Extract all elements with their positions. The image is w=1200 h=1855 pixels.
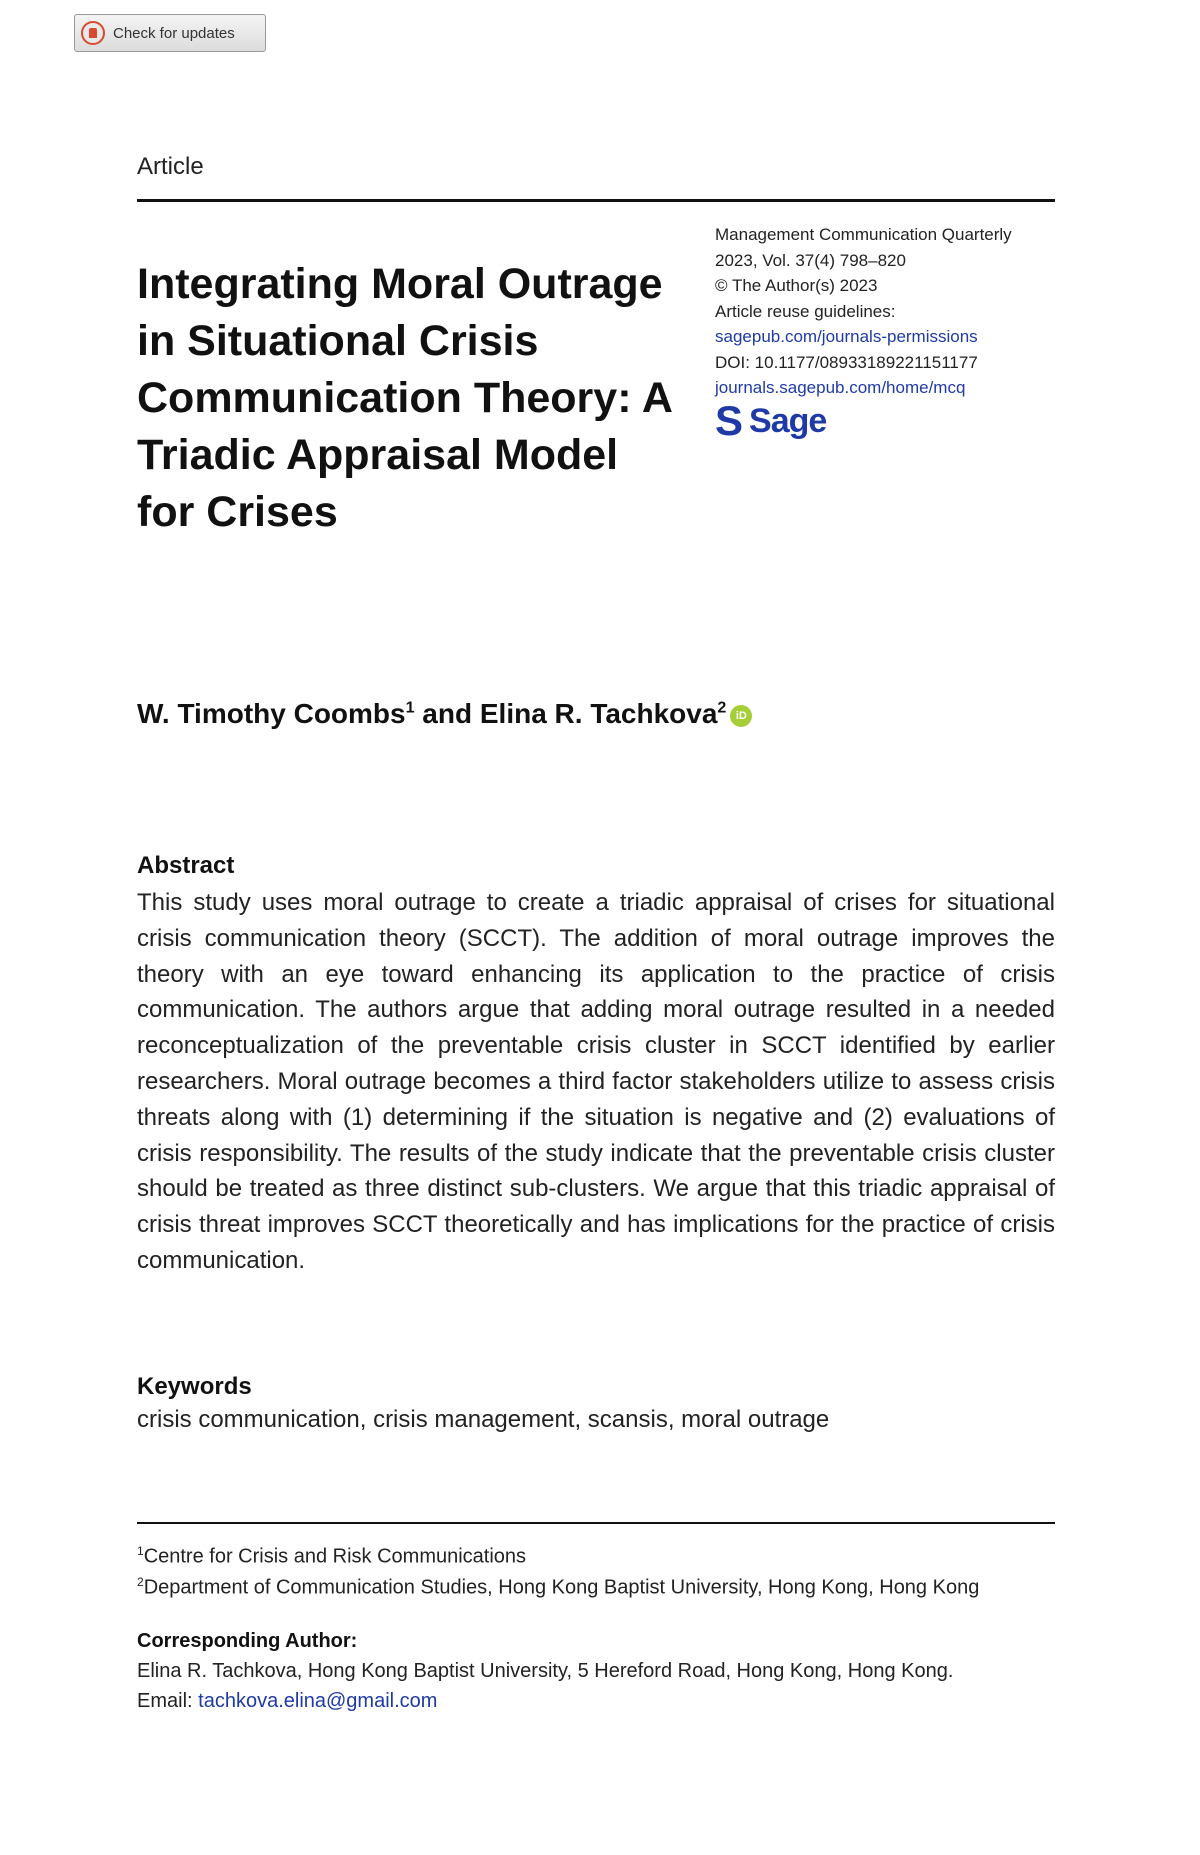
abstract-text: This study uses moral outrage to create a triadic appraisal of crises for situational crisis communication theory (SCCT). The addition of moral outrage improves the theory with an eye toward enhancing its application to the practice of crisis communication. The authors argue that adding moral outrage resulted in a needed reconceptualization of the preventable crisis cluster in SCCT identified by earlier researchers. Moral outrage becomes a third factor stakeholders utilize to assess crisis threats along with (1) determining if the situation is negative and (2) evaluations of crisis responsibility. The results of the study indicate that the preventable crisis cluster should be treated as three distinct sub-clusters. We argue that this triadic appraisal of crisis threat improves SCCT theoretically and has implications for the practice of crisis communication.	[137, 889, 1055, 1274]
copyright-line: © The Author(s) 2023	[715, 276, 878, 295]
article-type-label: Article	[137, 153, 204, 180]
keywords-text: crisis communication, crisis management, scansis, moral outrage	[137, 1406, 830, 1433]
corresponding-author-address: Elina R. Tachkova, Hong Kong Baptist University, 5 Hereford Road, Hong Kong, Hong Kong.	[137, 1660, 954, 1682]
author-conjunction: and	[422, 698, 473, 729]
affiliation-text: Department of Communication Studies, Hong Kong Baptist University, Hong Kong, Hong Kong	[143, 1576, 980, 1599]
affiliation-marker: 1	[137, 1544, 144, 1558]
journal-link[interactable]: journals.sagepub.com/home/mcq	[715, 378, 966, 397]
keywords-heading: Keywords	[137, 1373, 252, 1400]
corresponding-author-heading: Corresponding Author:	[137, 1630, 358, 1652]
affiliation-text: Centre for Crisis and Risk Communications	[143, 1545, 527, 1568]
article-title: Integrating Moral Outrage in Situational Crisis Communication Theory: A Triadic Appraisal Model for Crises	[137, 260, 672, 536]
sage-s-icon: S	[715, 397, 744, 444]
bookmark-icon	[81, 21, 105, 45]
affiliation-1	[137, 1544, 526, 1569]
journal-volume: 2023, Vol. 37(4) 798–820	[715, 250, 906, 270]
affiliation-marker: 1	[405, 699, 415, 717]
affiliation-2	[137, 1575, 979, 1600]
affiliation-marker: 2	[717, 699, 727, 717]
journal-info-block	[715, 222, 1060, 401]
affiliation-marker: 2	[137, 1575, 144, 1589]
email-link[interactable]: tachkova.elina@gmail.com	[198, 1690, 438, 1712]
corresponding-author-email-line	[137, 1690, 437, 1713]
sage-logo-text: Sage	[749, 401, 827, 440]
author-name: W. Timothy Coombs	[137, 698, 406, 729]
check-for-updates-button[interactable]	[74, 14, 266, 52]
abstract-heading: Abstract	[137, 852, 235, 879]
author-line	[137, 698, 752, 730]
email-label: Email:	[137, 1690, 193, 1712]
author-name: Elina R. Tachkova	[479, 698, 718, 729]
footnote-divider	[137, 1522, 1055, 1524]
doi-line: DOI: 10.1177/08933189221151177	[715, 352, 978, 372]
header-divider	[137, 199, 1055, 202]
sage-logo	[715, 397, 827, 444]
check-for-updates-label: Check for updates	[113, 24, 235, 42]
reuse-link[interactable]: sagepub.com/journals-permissions	[715, 327, 978, 346]
reuse-label: Article reuse guidelines:	[715, 301, 896, 321]
orcid-icon[interactable]: iD	[730, 705, 752, 727]
journal-name: Management Communication Quarterly	[715, 225, 1012, 244]
